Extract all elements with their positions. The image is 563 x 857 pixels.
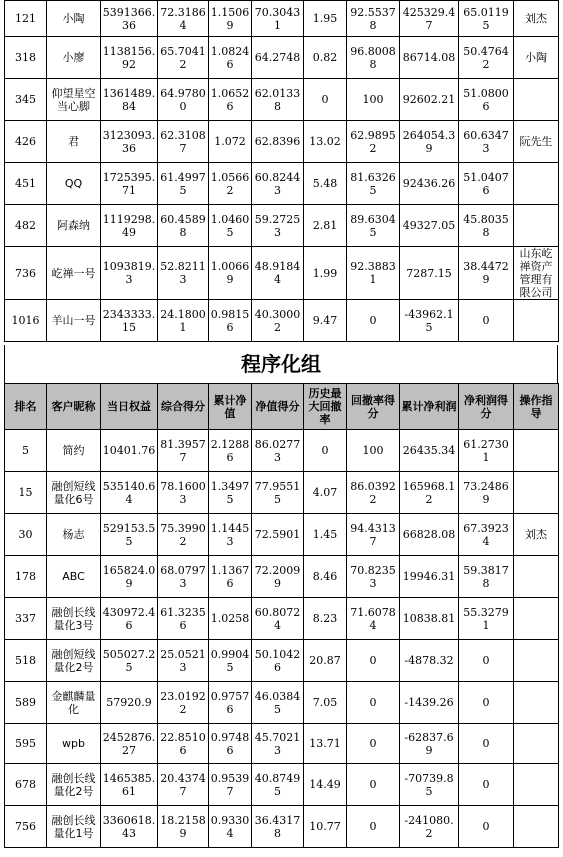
max-drawdown-cell: 1.99 xyxy=(304,247,347,300)
guide-cell xyxy=(514,724,559,764)
nav-score-cell: 72.20099 xyxy=(252,556,304,598)
profit-cell: -241080.2 xyxy=(400,806,459,848)
name-cell: 融创长线量化3号 xyxy=(47,598,101,640)
max-drawdown-cell: 14.49 xyxy=(304,764,347,806)
profit-score-cell: 51.08006 xyxy=(459,79,514,121)
max-drawdown-cell: 0.82 xyxy=(304,37,347,79)
profit-cell: 165968.12 xyxy=(400,472,459,514)
score-cell: 68.07973 xyxy=(158,556,209,598)
equity-cell: 1138156.92 xyxy=(101,37,158,79)
nav-cell: 1.04605 xyxy=(209,205,252,247)
profit-score-cell: 0 xyxy=(459,640,514,682)
profit-cell: 7287.15 xyxy=(400,247,459,300)
table-row xyxy=(5,37,559,79)
name-cell: 融创短线量化2号 xyxy=(47,640,101,682)
header-max-drawdown: 历史最大回撤率 xyxy=(304,384,347,430)
guide-cell: 小陶 xyxy=(514,37,559,79)
max-drawdown-cell: 2.81 xyxy=(304,205,347,247)
nav-score-cell: 45.70213 xyxy=(252,724,304,764)
ranking-table-program xyxy=(4,383,559,848)
profit-cell: 92602.21 xyxy=(400,79,459,121)
table-row xyxy=(5,247,559,300)
equity-cell: 165824.09 xyxy=(101,556,158,598)
drawdown-score-cell: 70.82353 xyxy=(347,556,400,598)
nav-score-cell: 64.2748 xyxy=(252,37,304,79)
equity-cell: 505027.25 xyxy=(101,640,158,682)
name-cell: 融创长线量化2号 xyxy=(47,764,101,806)
max-drawdown-cell: 1.45 xyxy=(304,514,347,556)
profit-score-cell: 0 xyxy=(459,724,514,764)
equity-cell: 57920.9 xyxy=(101,682,158,724)
nav-score-cell: 60.82443 xyxy=(252,163,304,205)
table-row xyxy=(5,724,559,764)
header-profit: 累计净利润 xyxy=(400,384,459,430)
rank-cell: 589 xyxy=(5,682,47,724)
rank-cell: 178 xyxy=(5,556,47,598)
rank-cell: 1016 xyxy=(5,300,47,342)
profit-score-cell: 45.80358 xyxy=(459,205,514,247)
nav-score-cell: 40.87495 xyxy=(252,764,304,806)
name-cell: 融创长线量化1号 xyxy=(47,806,101,848)
nav-cell: 0.97486 xyxy=(209,724,252,764)
table-row xyxy=(5,121,559,163)
equity-cell: 2343333.15 xyxy=(101,300,158,342)
rank-cell: 121 xyxy=(5,1,47,37)
equity-cell: 529153.55 xyxy=(101,514,158,556)
guide-cell xyxy=(514,640,559,682)
score-cell: 22.85106 xyxy=(158,724,209,764)
guide-cell xyxy=(514,472,559,514)
score-cell: 62.31087 xyxy=(158,121,209,163)
nav-cell: 0.98156 xyxy=(209,300,252,342)
table-row xyxy=(5,556,559,598)
rank-cell: 318 xyxy=(5,37,47,79)
rank-cell: 337 xyxy=(5,598,47,640)
drawdown-score-cell: 100 xyxy=(347,79,400,121)
table-row xyxy=(5,205,559,247)
profit-score-cell: 61.27301 xyxy=(459,430,514,472)
equity-cell: 1093819.3 xyxy=(101,247,158,300)
rank-cell: 5 xyxy=(5,430,47,472)
guide-cell: 阮先生 xyxy=(514,121,559,163)
name-cell: 杨志 xyxy=(47,514,101,556)
score-cell: 23.01922 xyxy=(158,682,209,724)
score-cell: 61.49975 xyxy=(158,163,209,205)
table-row xyxy=(5,79,559,121)
profit-cell: 49327.05 xyxy=(400,205,459,247)
table-row xyxy=(5,640,559,682)
name-cell: 融创短线量化6号 xyxy=(47,472,101,514)
table-row xyxy=(5,1,559,37)
profit-cell: 86714.08 xyxy=(400,37,459,79)
drawdown-score-cell: 0 xyxy=(347,682,400,724)
nav-score-cell: 77.95515 xyxy=(252,472,304,514)
guide-cell xyxy=(514,79,559,121)
drawdown-score-cell: 0 xyxy=(347,724,400,764)
nav-cell: 1.072 xyxy=(209,121,252,163)
rank-cell: 736 xyxy=(5,247,47,300)
max-drawdown-cell: 13.71 xyxy=(304,724,347,764)
name-cell: 小陶 xyxy=(47,1,101,37)
score-cell: 60.45898 xyxy=(158,205,209,247)
nav-cell: 0.95397 xyxy=(209,764,252,806)
max-drawdown-cell: 1.95 xyxy=(304,1,347,37)
nav-score-cell: 86.02773 xyxy=(252,430,304,472)
drawdown-score-cell: 89.63045 xyxy=(347,205,400,247)
name-cell: 简约 xyxy=(47,430,101,472)
rank-cell: 595 xyxy=(5,724,47,764)
nav-score-cell: 72.5901 xyxy=(252,514,304,556)
profit-score-cell: 51.04076 xyxy=(459,163,514,205)
drawdown-score-cell: 96.80088 xyxy=(347,37,400,79)
score-cell: 25.05213 xyxy=(158,640,209,682)
profit-cell: 66828.08 xyxy=(400,514,459,556)
table-header-row xyxy=(5,384,559,430)
nav-score-cell: 40.30002 xyxy=(252,300,304,342)
name-cell: 君 xyxy=(47,121,101,163)
profit-cell: -62837.69 xyxy=(400,724,459,764)
score-cell: 24.18001 xyxy=(158,300,209,342)
profit-cell: 10838.81 xyxy=(400,598,459,640)
score-cell: 75.39902 xyxy=(158,514,209,556)
profit-cell: -43962.15 xyxy=(400,300,459,342)
guide-cell xyxy=(514,764,559,806)
section-title: 程序化组 xyxy=(4,345,558,383)
equity-cell: 1119298.49 xyxy=(101,205,158,247)
max-drawdown-cell: 10.77 xyxy=(304,806,347,848)
profit-score-cell: 0 xyxy=(459,764,514,806)
score-cell: 81.39577 xyxy=(158,430,209,472)
header-nav: 累计净值 xyxy=(209,384,252,430)
profit-score-cell: 0 xyxy=(459,300,514,342)
profit-score-cell: 55.32791 xyxy=(459,598,514,640)
table-row xyxy=(5,598,559,640)
name-cell: 金麒麟量化 xyxy=(47,682,101,724)
rank-cell: 30 xyxy=(5,514,47,556)
guide-cell xyxy=(514,556,559,598)
max-drawdown-cell: 9.47 xyxy=(304,300,347,342)
nav-cell: 0.99045 xyxy=(209,640,252,682)
equity-cell: 535140.64 xyxy=(101,472,158,514)
header-drawdown-score: 回撤率得分 xyxy=(347,384,400,430)
profit-score-cell: 73.24869 xyxy=(459,472,514,514)
drawdown-score-cell: 0 xyxy=(347,806,400,848)
nav-score-cell: 50.10426 xyxy=(252,640,304,682)
nav-score-cell: 62.01338 xyxy=(252,79,304,121)
score-cell: 64.97800 xyxy=(158,79,209,121)
table-row xyxy=(5,163,559,205)
guide-cell xyxy=(514,430,559,472)
equity-cell: 3360618.43 xyxy=(101,806,158,848)
nav-score-cell: 62.8396 xyxy=(252,121,304,163)
rank-cell: 345 xyxy=(5,79,47,121)
table-row xyxy=(5,682,559,724)
guide-cell xyxy=(514,806,559,848)
name-cell: 羊山一号 xyxy=(47,300,101,342)
nav-cell: 1.34975 xyxy=(209,472,252,514)
name-cell: 阿森纳 xyxy=(47,205,101,247)
drawdown-score-cell: 62.98952 xyxy=(347,121,400,163)
score-cell: 72.31864 xyxy=(158,1,209,37)
name-cell: ABC xyxy=(47,556,101,598)
guide-cell xyxy=(514,300,559,342)
nav-cell: 1.15069 xyxy=(209,1,252,37)
drawdown-score-cell: 86.03922 xyxy=(347,472,400,514)
score-cell: 20.43747 xyxy=(158,764,209,806)
score-cell: 61.32356 xyxy=(158,598,209,640)
max-drawdown-cell: 4.07 xyxy=(304,472,347,514)
profit-cell: -1439.26 xyxy=(400,682,459,724)
guide-cell xyxy=(514,163,559,205)
header-rank: 排名 xyxy=(5,384,47,430)
equity-cell: 430972.46 xyxy=(101,598,158,640)
rank-cell: 482 xyxy=(5,205,47,247)
nav-score-cell: 48.91844 xyxy=(252,247,304,300)
header-score: 综合得分 xyxy=(158,384,209,430)
table-row xyxy=(5,764,559,806)
drawdown-score-cell: 94.43137 xyxy=(347,514,400,556)
nav-cell: 1.14453 xyxy=(209,514,252,556)
table-row xyxy=(5,300,559,342)
max-drawdown-cell: 0 xyxy=(304,430,347,472)
header-name: 客户昵称 xyxy=(47,384,101,430)
profit-cell: 425329.47 xyxy=(400,1,459,37)
profit-score-cell: 50.47642 xyxy=(459,37,514,79)
nav-score-cell: 59.27253 xyxy=(252,205,304,247)
rank-cell: 518 xyxy=(5,640,47,682)
drawdown-score-cell: 100 xyxy=(347,430,400,472)
profit-score-cell: 65.01195 xyxy=(459,1,514,37)
profit-cell: -70739.85 xyxy=(400,764,459,806)
header-profit-score: 净利润得分 xyxy=(459,384,514,430)
nav-cell: 1.05662 xyxy=(209,163,252,205)
nav-cell: 0.97576 xyxy=(209,682,252,724)
equity-cell: 1725395.71 xyxy=(101,163,158,205)
profit-cell: 19946.31 xyxy=(400,556,459,598)
rank-cell: 678 xyxy=(5,764,47,806)
nav-cell: 1.0258 xyxy=(209,598,252,640)
table-row xyxy=(5,514,559,556)
drawdown-score-cell: 71.60784 xyxy=(347,598,400,640)
drawdown-score-cell: 81.63265 xyxy=(347,163,400,205)
header-nav-score: 净值得分 xyxy=(252,384,304,430)
max-drawdown-cell: 8.23 xyxy=(304,598,347,640)
score-cell: 78.16003 xyxy=(158,472,209,514)
name-cell: 小廖 xyxy=(47,37,101,79)
drawdown-score-cell: 92.38831 xyxy=(347,247,400,300)
profit-score-cell: 0 xyxy=(459,806,514,848)
guide-cell: 刘杰 xyxy=(514,514,559,556)
table-row xyxy=(5,806,559,848)
max-drawdown-cell: 0 xyxy=(304,79,347,121)
profit-score-cell: 60.63473 xyxy=(459,121,514,163)
rank-cell: 756 xyxy=(5,806,47,848)
drawdown-score-cell: 92.55378 xyxy=(347,1,400,37)
max-drawdown-cell: 8.46 xyxy=(304,556,347,598)
name-cell: wpb xyxy=(47,724,101,764)
max-drawdown-cell: 7.05 xyxy=(304,682,347,724)
nav-score-cell: 70.30431 xyxy=(252,1,304,37)
rank-cell: 426 xyxy=(5,121,47,163)
nav-cell: 0.93304 xyxy=(209,806,252,848)
equity-cell: 5391366.36 xyxy=(101,1,158,37)
max-drawdown-cell: 5.48 xyxy=(304,163,347,205)
drawdown-score-cell: 0 xyxy=(347,300,400,342)
guide-cell xyxy=(514,205,559,247)
name-cell: 屹禅一号 xyxy=(47,247,101,300)
max-drawdown-cell: 20.87 xyxy=(304,640,347,682)
nav-score-cell: 46.03845 xyxy=(252,682,304,724)
drawdown-score-cell: 0 xyxy=(347,764,400,806)
name-cell: 仰望星空当心脚 xyxy=(47,79,101,121)
equity-cell: 2452876.27 xyxy=(101,724,158,764)
equity-cell: 1361489.84 xyxy=(101,79,158,121)
score-cell: 65.70412 xyxy=(158,37,209,79)
nav-cell: 1.00669 xyxy=(209,247,252,300)
profit-cell: -4878.32 xyxy=(400,640,459,682)
header-equity: 当日权益 xyxy=(101,384,158,430)
equity-cell: 1465385.61 xyxy=(101,764,158,806)
nav-cell: 2.12886 xyxy=(209,430,252,472)
equity-cell: 10401.76 xyxy=(101,430,158,472)
profit-cell: 26435.34 xyxy=(400,430,459,472)
drawdown-score-cell: 0 xyxy=(347,640,400,682)
profit-score-cell: 0 xyxy=(459,682,514,724)
name-cell: QQ xyxy=(47,163,101,205)
profit-score-cell: 38.44729 xyxy=(459,247,514,300)
nav-cell: 1.13676 xyxy=(209,556,252,598)
score-cell: 52.82113 xyxy=(158,247,209,300)
nav-cell: 1.08246 xyxy=(209,37,252,79)
profit-score-cell: 59.38178 xyxy=(459,556,514,598)
header-guide: 操作指导 xyxy=(514,384,559,430)
table-row xyxy=(5,472,559,514)
guide-cell: 刘杰 xyxy=(514,1,559,37)
rank-cell: 15 xyxy=(5,472,47,514)
score-cell: 18.21589 xyxy=(158,806,209,848)
guide-cell xyxy=(514,598,559,640)
guide-cell: 山东屹禅资产管理有限公司 xyxy=(514,247,559,300)
guide-cell xyxy=(514,682,559,724)
ranking-table-top xyxy=(4,0,559,342)
nav-score-cell: 60.80724 xyxy=(252,598,304,640)
rank-cell: 451 xyxy=(5,163,47,205)
max-drawdown-cell: 13.02 xyxy=(304,121,347,163)
nav-score-cell: 36.43178 xyxy=(252,806,304,848)
nav-cell: 1.06526 xyxy=(209,79,252,121)
profit-score-cell: 67.39234 xyxy=(459,514,514,556)
profit-cell: 264054.39 xyxy=(400,121,459,163)
equity-cell: 3123093.36 xyxy=(101,121,158,163)
table-row xyxy=(5,430,559,472)
profit-cell: 92436.26 xyxy=(400,163,459,205)
